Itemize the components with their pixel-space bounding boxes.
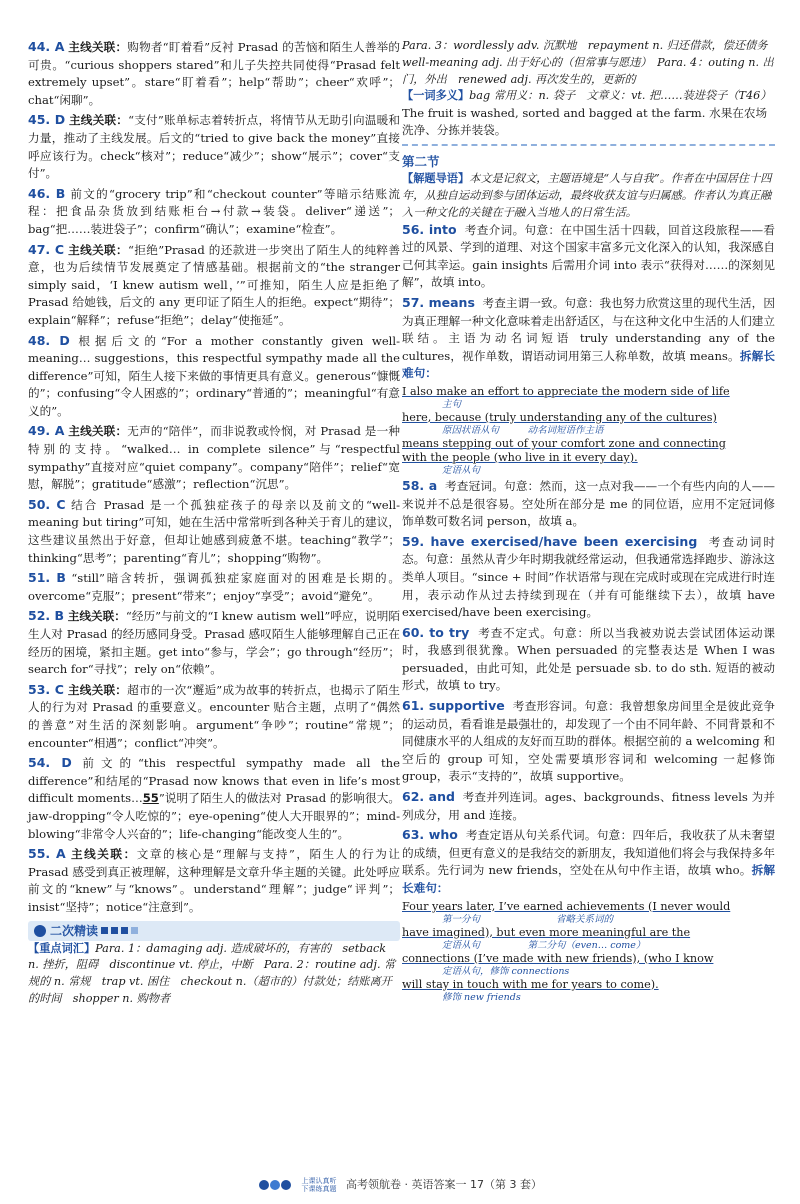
- key-vocabulary-continued: Para. 3：wordlessly adv. 沉默地 repayment n. 归还借款，偿还债务 well-meaning adj. 出于好心的（但常事与愿违） Para. 4：outing n. 出门，外出 renewed adj. 再次发生的，更新的: [402, 39, 779, 86]
- footer-slogan: 上课认真听 下课练真题: [301, 1177, 337, 1193]
- key-vocabulary: 【重点词汇】Para. 1：damaging adj. 造成破坏的，有害的 setback n. 挫折，阻碍 discontinue vt. 停止，中断 Para. 2：routine adj. 常规的 n. 常规 trap vt. 困住 checkout n.（超市的）付款处；结账离开的时间 shopper n. 购物者: [28, 941, 396, 1005]
- polysemy: 【一词多义】bag 常用义：n. 袋子 文章义：vt. 把……装进袋子（T46）: [402, 89, 772, 103]
- answer-61: 61. supportive 考查形容词。句意：我曾想象房间里全是彼此竞争的运动员，看看谁是最强壮的，却发现了一个由不同年龄、不同背景和不同健康水平的人组成的友好而互助的群体。根据空前的 a welcoming 和空后的 group 可知，空处需要填形容词和 welcoming 一起修饰 group，表示“支持的”，故填 supportive。: [402, 698, 775, 784]
- divider: [402, 144, 775, 146]
- answer-55: 55. A 主线关联：文章的核心是“理解与支持”，陌生人的行为让 Prasad 感受到真正被理解，这种理解是文章升华主题的关键。此处呼应前文的“knew”与“knows”。understand“理解”；judge“评判”；insist“坚持”；notice“注意到”。: [28, 846, 400, 914]
- long-sentence-63: Four years later, I’ve earned achievements (I never would 第一分句 省略关系词的 have imagined), but even more meaningful are the 定语从句 第二分句（even… come） connections (I’ve made with new friends), (who I know 定语从句，修饰 connections will stay in touch with me for years to come). 修饰 new friends: [402, 899, 731, 1003]
- polysemy-example: The fruit is washed, sorted and bagged at the farm. 水果在农场洗净、分拣并装袋。: [402, 106, 768, 138]
- answer-46: 46. B 前文的“grocery trip”和“checkout counter”等暗示结账流程：把食品杂货放到结账柜台→付款→装袋。deliver“递送”；bag“把……装进袋子”；confirm“确认”；examine“检查”。: [28, 185, 401, 236]
- answer-57: 57. means 考查主谓一致。句意：我也努力欣赏这里的现代生活，因为真正理解一种文化意味着走出舒适区，与在这种文化中生活的人们建立联结。主语为动名词短语 truly understanding any of the cultures，视作单数，谓语动词用第三人称单数，故填 means。拆解长难句：: [402, 294, 775, 381]
- answer-58: 58. a 考查冠词。句意：然而，这一点对我——一个有些内向的人——来说并不总是很容易。空处所在部分是 me 的同位语，应用不定冠词修饰单数可数名词 person，故填 a。: [402, 477, 775, 529]
- answer-45: 45. D 主线关联：“支付”账单标志着转折点，将情节从无助引向温暖和力量，推动了主线发展。后文的“tried to give back the money”直接呼应该行为。check“核对”；reduce“减少”；show“展示”；cover“支付”。: [28, 112, 400, 181]
- answer-48: 48. D 根据后文的“For a mother constantly given well-meaning… suggestions，this respectful sympathy made all the difference”可知，陌生人接下来做的事情更具有意义。generous“慷慨的”；confusing“令人困惑的”；ordinary“普通的”；meaningful“有意义的”。: [28, 332, 401, 418]
- answer-56: 56. into 考查介词。句意：在中国生活十四载，回首这段旅程——看过的风景、学到的道理、对这个国家丰富多元文化深入的认知，我深感自己何其幸运。gain insights 后需用介词 into 表示“获得对……的深刻见解”，故填 into。: [402, 221, 775, 290]
- reread-icon: [34, 925, 46, 937]
- right-column: [402, 38, 779, 1004]
- long-sentence-57: I also make an effort to appreciate the modern side of life 主句 here, because (truly understanding any of the cultures) 原因状语从句 动名词短语作主语 means stepping out of your comfort zone and connecting with the people (who live in it every day). 定语从句: [402, 384, 730, 476]
- section-header-reread: 二次精读: [28, 921, 400, 941]
- publisher-logo-icon: [258, 1177, 292, 1193]
- page-footer: [0, 1176, 800, 1193]
- answer-52: 52. B 主线关联：“经历”与前文的“I knew autism well”呼应，说明陌生人对 Prasad 的经历感同身受。Prasad 感叹陌生人能够理解自己正在经历的困境，紧扣主题。get into“参与，学会”；go through“经历”；search for“寻找”；rely on“依赖”。: [28, 608, 400, 677]
- footer-text: 高考领航卷 · 英语答案一 17（第 3 套）: [346, 1178, 542, 1191]
- answer-59: 59. have exercised/have been exercising 考查动词时态。句意：虽然从青少年时期我就经常运动，但我通常选择跑步、游泳这类单人项目。“since + 时间”作状语常与现在完成时或现在完成进行时连用，表示动作从过去持续到现在（并有可能继续下去），故填 have exercised/have been exercising。: [402, 533, 775, 620]
- answer-63: 63. who 考查定语从句关系代词。句意：四年后，我收获了从未奢望的成绩，但更有意义的是我结交的新朋友，我知道他们将会与我保持多年联系。先行词为 new friends，空处在从句中作主语，故填 who。拆解长难句：: [402, 827, 775, 895]
- answer-53: 53. C 主线关联：超市的一次“邂逅”成为故事的转折点，也揭示了陌生人的行为对 Prasad 的重要意义。encounter 贴合主题，点明了“偶然的善意”对生活的深刻影响。argument“争吵”；routine“常规”；encounter“相遇”；conflict“冲突”。: [28, 681, 401, 750]
- answer-49: 49. A 主线关联：无声的“陪伴”，而非说教或怜悯，对 Prasad 是一种特别的支持。“walked… in complete silence”与“respectful sympathy”直接对应“quiet company”。company“陪伴”；relief“宽慰，解脱”；gratitude“感激”；reflection“沉思”。: [28, 423, 400, 492]
- answer-44: 44. A 主线关联：购物者“盯着看”反衬 Prasad 的苦恼和陌生人善举的可贵。“curious shoppers stared”和儿子失控共同使得“Prasad felt extremely upset”。stare“盯着看”；help“帮助”；cheer“欢呼”；chat“闲聊”。: [28, 39, 400, 107]
- left-column: [28, 38, 400, 1008]
- guide-intro: 【解题导语】本文是记叙文，主题语境是“人与自我”。作者在中国居住十四年，从独自运动到参与团体运动，最终收获友谊与归属感。作者认为真正融入一种文化的关键在于融入当地人的日常生活。: [402, 171, 772, 219]
- answer-51: 51. B “still”暗含转折，强调孤独症家庭面对的困难是长期的。overcome“克服”；present“带来”；enjoy“享受”；avoid“避免”。: [28, 570, 400, 603]
- blank-55: 55: [142, 791, 159, 806]
- answer-47: 47. C 主线关联：“拒绝”Prasad 的还款进一步突出了陌生人的纯粹善意，也为后续情节发展奠定了情感基础。根据前文的“the stranger simply said，‘I knew autism well，’”可推知，陌生人应是拒绝了 Prasad 给她钱，后文的 any 更印证了陌生人的拒绝。expect“期待”；explain“解释”；refuse“拒绝”；delay“使拖延”。: [28, 241, 400, 327]
- answer-60: 60. to try 考查不定式。句意：所以当我被劝说去尝试团体运动课时，我感到很犹豫。When persuaded 的完整表达是 When I was persuaded，由此可知，此处是 persuade sb. to do sth. 短语的被动形式，故填 to try。: [402, 624, 775, 693]
- answer-54: 54. D 前文的“this respectful sympathy made all the difference”和结尾的“Prasad now knows that even in life’s most difficult moments…55”说明了陌生人的做法对 Prasad 的影响很大。jaw-dropping“令人吃惊的”；eye-opening“使人大开眼界的”；mind-blowing“非常令人兴奋的”；life-changing“能改变人生的”。: [28, 755, 401, 841]
- answer-62: 62. and 考查并列连词。ages、backgrounds、fitness levels 为并列成分，用 and 连接。: [402, 789, 776, 822]
- section-2-title: 第二节: [402, 153, 440, 169]
- answer-50: 50. C 结合 Prasad 是一个孤独症孩子的母亲以及前文的“well-meaning but tiring”可知，她在生活中常常听到各种关于育儿的建议，这些建议虽然出于好意，但却让她感到疲惫不堪。teaching“教学”；thinking“思考”；parenting“育儿”；shopping“购物”。: [28, 496, 400, 565]
